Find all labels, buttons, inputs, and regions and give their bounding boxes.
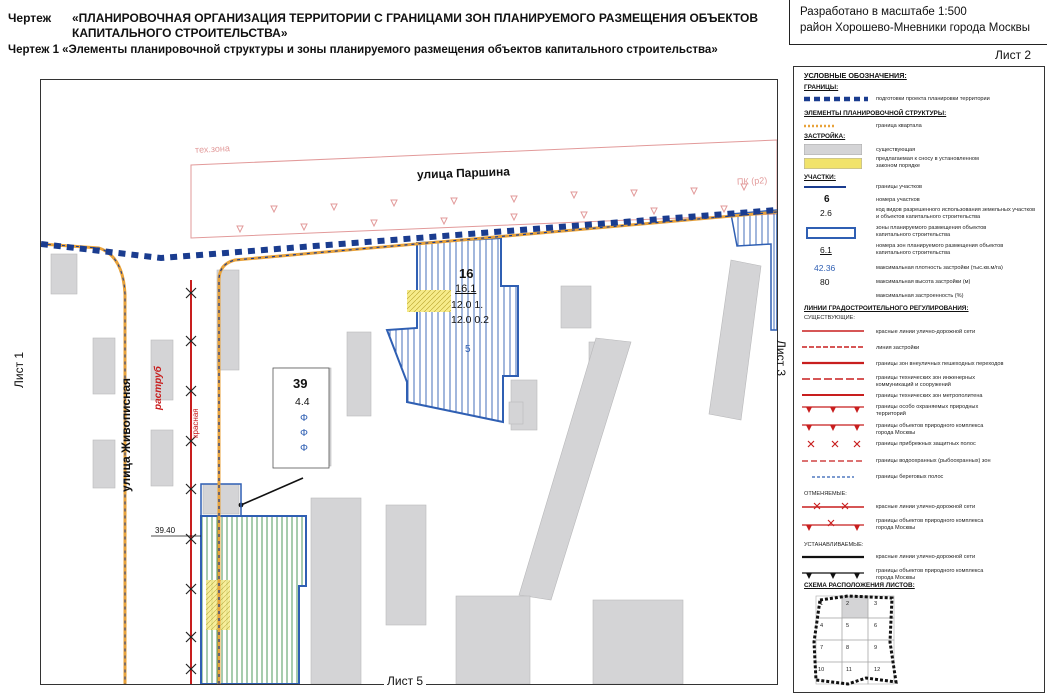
legend-set-heading: УСТАНАВЛИВАЕМЫЕ:: [804, 542, 864, 548]
legend-set-2: границы объектов природного комплекса города Москвы: [876, 568, 984, 581]
scheme-cell[interactable]: 12: [874, 667, 881, 673]
legend-boundary-project: подготовки проекта планировки территории: [876, 96, 990, 102]
krasnaya-label: красная: [191, 408, 200, 438]
plot-16-line2: 12.0 0.2: [451, 314, 489, 326]
legend-lines-heading: ЛИНИИ ГРАДОСТРОИТЕЛЬНОГО РЕГУЛИРОВАНИЯ:: [804, 305, 969, 312]
plot-39-f2: Ф: [300, 427, 308, 439]
rastrub-label: раструб: [153, 366, 164, 410]
legend-cancelled-2: границы объектов природного комплекса города Москвы: [876, 518, 984, 531]
set-symbols: [802, 551, 864, 581]
scale-line: Разработано в масштабе 1:500: [800, 6, 967, 18]
legend-cancelled-1: красные линии улично-дорожной сети: [876, 504, 976, 510]
legend-plot-numbers: номера участков: [876, 197, 920, 203]
scheme-cell[interactable]: 8: [846, 645, 850, 651]
legend-buildings-heading: ЗАСТРОЙКА:: [804, 133, 846, 140]
district-line: район Хорошево-Мневники города Москвы: [800, 22, 1031, 34]
tech-zone-band: [191, 140, 777, 238]
sheet-right-label[interactable]: Лист 3: [774, 340, 788, 377]
tech-zone-label: тех.зона: [194, 143, 231, 155]
legend-zone-numbers: номера зон планируемого размещения объектов капитального строительства: [876, 243, 1004, 256]
plot-16-line1: 12.0 1.: [451, 299, 484, 311]
scheme-cell[interactable]: 4: [820, 623, 824, 629]
sheet-bottom-label[interactable]: Лист 5: [384, 674, 426, 688]
dimension-label: 39.40: [155, 526, 176, 535]
boundary-project-symbol: [804, 95, 868, 103]
legend-density: максимальная плотность застройки (тыс.кв.м/га): [876, 265, 1003, 271]
legend-cancelled-heading: ОТМЕНЯЕМЫЕ:: [804, 491, 847, 497]
legend-panel: [793, 66, 1045, 693]
legend-quarter: граница квартала: [876, 123, 922, 129]
demolition-symbol: [804, 158, 862, 169]
plot-39-number: 39: [293, 376, 308, 391]
legend-sample-code: 2.6: [820, 208, 832, 218]
plot-39-f1: Ф: [300, 412, 308, 424]
street-label-zhivopisnaya: улица Живописная: [119, 377, 133, 492]
existing-symbol: [804, 144, 862, 155]
cancelled-symbols: [802, 501, 864, 535]
legend-line-10: границы береговых полос: [876, 474, 944, 480]
plot-16-line3: 5: [465, 344, 471, 355]
scheme-cell[interactable]: 6: [874, 623, 878, 629]
drawing-title: «ПЛАНИРОВОЧНАЯ ОРГАНИЗАЦИЯ ТЕРРИТОРИИ С ГРАНИЦАМИ ЗОН ПЛАНИРУЕМОГО РАЗМЕЩЕНИЯ ОБЪЕКТОВ КАПИТАЛЬНОГО СТРОИТЕЛЬСТВА»: [72, 11, 759, 40]
sheet-number: Лист 2: [995, 48, 1032, 62]
legend-demolition: предлагаемая к сносу в установленном законом порядке: [876, 156, 979, 169]
legend-line-9: границы водоохранных (рыбоохранных) зон: [876, 458, 991, 464]
legend-existing: существующая: [876, 147, 916, 153]
map-canvas: [41, 80, 777, 684]
plot-39-f3: Ф: [300, 442, 308, 454]
sheet-left-label[interactable]: Лист 1: [12, 351, 26, 388]
project-boundary: [41, 210, 777, 258]
plot-16-number: 16: [459, 266, 474, 281]
tech-zone-markers: [237, 184, 747, 232]
plot-bounds-symbol: [804, 185, 846, 189]
quarter-symbol: [804, 123, 834, 129]
legend-sample-height: 80: [820, 277, 830, 287]
title-label: Чертеж: [8, 11, 52, 25]
legend-line-5: границы технических зон метрополитена: [876, 393, 983, 399]
plot-39-leader: [241, 478, 303, 505]
drawing-subtitle: Чертеж 1 «Элементы планировочной структуры и зоны планируемого размещения объектов капитального строительства»: [8, 44, 718, 56]
scheme-cell[interactable]: 2: [846, 601, 850, 607]
legend-zones: зоны планируемого размещения объектов капитального строительства: [876, 225, 987, 238]
plot-16-zone: [387, 238, 518, 422]
legend-line-4: границы технических зон инженерных коммуникаций и сооружений: [876, 375, 976, 388]
zones-symbol: [806, 227, 856, 239]
legend-line-1: красные линии улично-дорожной сети: [876, 329, 976, 335]
scheme-cell[interactable]: 11: [846, 667, 852, 673]
pk-label: ПК (р2): [736, 175, 768, 187]
legend-line-6: границы особо охраняемых природных территорий: [876, 404, 979, 417]
plot-39-code: 4.4: [295, 396, 310, 408]
existing-buildings: [51, 254, 761, 684]
street-label-parshina: улица Паршина: [416, 164, 511, 182]
legend-line-3: границы зон внеуличных пешеходных переходов: [876, 361, 1004, 367]
legend-title: УСЛОВНЫЕ ОБОЗНАЧЕНИЯ:: [804, 71, 907, 80]
legend-set-1: красные линии улично-дорожной сети: [876, 554, 976, 560]
scheme-cell[interactable]: 9: [874, 645, 878, 651]
scale-info-box: [789, 0, 1047, 45]
legend-boundaries-heading: ГРАНИЦЫ:: [804, 84, 839, 91]
legend-structure-heading: ЭЛЕМЕНТЫ ПЛАНИРОВОЧНОЙ СТРУКТУРЫ:: [804, 110, 947, 117]
legend-line-7: границы объектов природного комплекса города Москвы: [876, 423, 984, 436]
legend-use-codes: код видов разрешенного использования земельных участков и объектов капитального строительства: [876, 207, 1036, 220]
scheme-cell[interactable]: 1: [820, 601, 824, 607]
legend-existing-heading: СУЩЕСТВУЮЩИЕ:: [804, 315, 855, 321]
scheme-cell[interactable]: 10: [818, 667, 825, 673]
legend-plot-bounds: границы участков: [876, 184, 923, 190]
plot-16-demolition: [407, 290, 451, 312]
plot-16-zone-number: 16.1: [455, 283, 477, 295]
legend-scheme-heading: СХЕМА РАСПОЛОЖЕНИЯ ЛИСТОВ:: [804, 582, 915, 589]
legend-sample-zone: 6.1: [820, 245, 832, 255]
legend-sample-density: 42.36: [814, 263, 836, 273]
legend-line-8: границы прибрежных защитных полос: [876, 441, 976, 447]
legend-height: максимальная высота застройки (м): [876, 279, 971, 285]
legend-plots-heading: УЧАСТКИ:: [804, 174, 836, 181]
legend-sample-number: 6: [824, 194, 830, 205]
map-area: [40, 79, 778, 685]
legend-coverage: максимальная застроенность (%): [876, 293, 964, 299]
scheme-cell[interactable]: 7: [820, 645, 824, 651]
legend-line-2: линия застройки: [876, 345, 920, 351]
scheme-cell[interactable]: 3: [874, 601, 878, 607]
scheme-cell[interactable]: 5: [846, 623, 850, 629]
